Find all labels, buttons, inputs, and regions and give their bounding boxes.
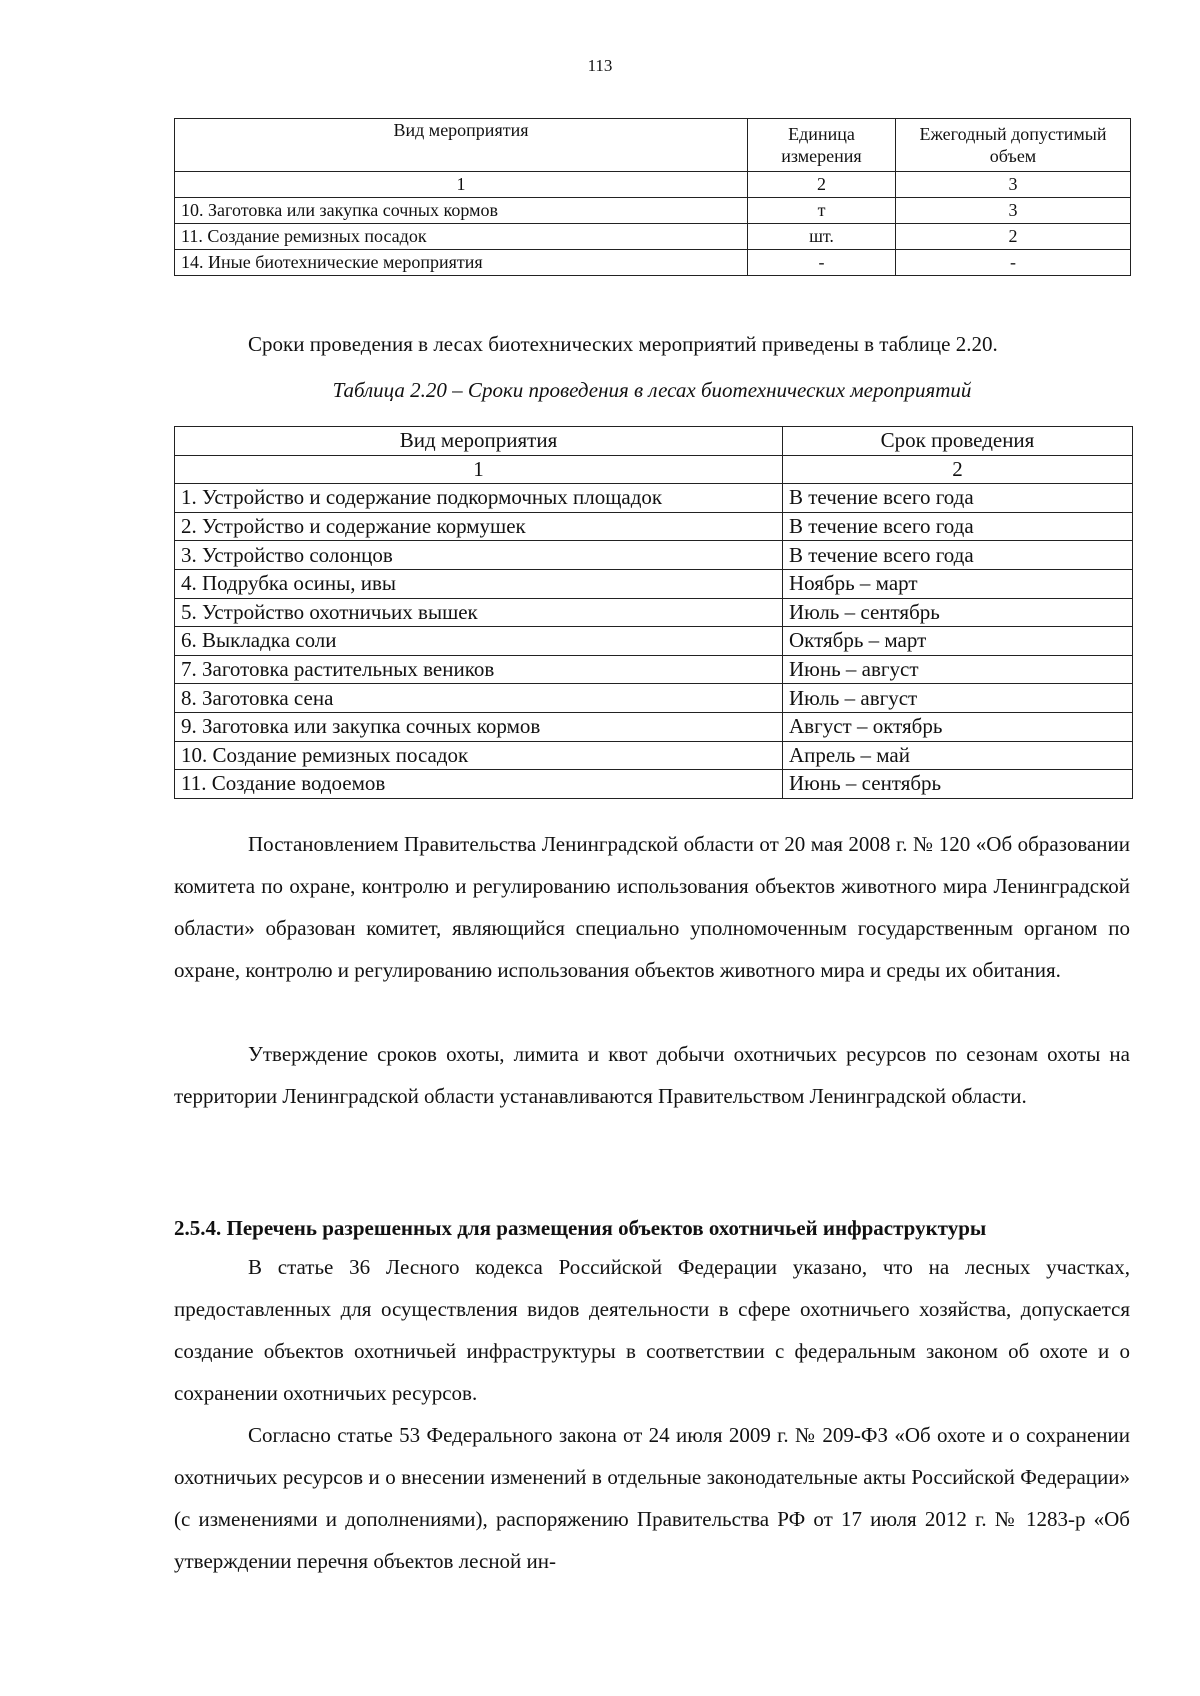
period-cell: В течение всего года (783, 512, 1133, 541)
period-cell: Июль – сентябрь (783, 598, 1133, 627)
activity-cell: 2. Устройство и содержание кормушек (175, 512, 783, 541)
activity-schedule-table (174, 426, 1133, 799)
period-cell: Июль – август (783, 684, 1133, 713)
table-cell: 1 (175, 455, 783, 484)
table-index-row (175, 455, 1133, 484)
table-cell: - (896, 250, 1131, 276)
activity-cell: 9. Заготовка или закупка сочных кормов (175, 712, 783, 741)
table-cell: 14. Иные биотехнические мероприятия (175, 250, 748, 276)
table-cell: 3 (896, 198, 1131, 224)
period-cell: В течение всего года (783, 541, 1133, 570)
activity-cell: 11. Создание водоемов (175, 770, 783, 799)
header-unit: Единица измерения (748, 119, 896, 172)
activity-cell: 3. Устройство солонцов (175, 541, 783, 570)
header-activity: Вид мероприятия (175, 427, 783, 456)
activity-cell: 1. Устройство и содержание подкормочных площадок (175, 484, 783, 513)
paragraph-committee: Постановлением Правительства Ленинградской области от 20 мая 2008 г. № 120 «Об образовании комитета по охране, контролю и регулированию использования объектов животного мира Ленинградской области» образован комитет, являющийся специально уполномоченным государственным органом по охране, контролю и регулированию использования объектов животного мира и среды их обитания. (174, 832, 1130, 982)
period-cell: Июнь – август (783, 655, 1133, 684)
table-row (175, 541, 1133, 570)
period-cell: Июнь – сентябрь (783, 770, 1133, 799)
activity-cell: 6. Выкладка соли (175, 627, 783, 656)
table-row (175, 655, 1133, 684)
table-header-row (175, 427, 1133, 456)
header-volume: Ежегодный допустимый объем (896, 119, 1131, 172)
table-row (175, 684, 1133, 713)
table-caption: Таблица 2.20 – Сроки проведения в лесах биотехнических мероприятий (332, 378, 972, 402)
intro-paragraph: Сроки проведения в лесах биотехнических мероприятий приведены в таблице 2.20. (248, 332, 998, 356)
table-cell: - (748, 250, 896, 276)
table-row (175, 741, 1133, 770)
activity-volume-table (174, 118, 1131, 276)
header-period: Срок проведения (783, 427, 1133, 456)
page-number: 113 (587, 56, 613, 75)
activity-cell: 4. Подрубка осины, ивы (175, 569, 783, 598)
paragraph-hunting-terms: Утверждение сроков охоты, лимита и квот добычи охотничьих ресурсов по сезонам охоты на территории Ленинградской области устанавливаются Правительством Ленинградской области. (174, 1042, 1130, 1108)
table-cell: 3 (896, 172, 1131, 198)
paragraph-forest-code: В статье 36 Лесного кодекса Российской Федерации указано, что на лесных участках, предоставленных для осуществления видов деятельности в сфере охотничьего хозяйства, допускается создание объектов охотничьей инфраструктуры в соответствии с федеральным законом об охоте и о сохранении охотничьих ресурсов. (174, 1255, 1130, 1405)
table-cell: 1 (175, 172, 748, 198)
table-cell: 2 (896, 224, 1131, 250)
table-cell: 2 (748, 172, 896, 198)
table-row (175, 250, 1131, 276)
table-cell: т (748, 198, 896, 224)
header-activity: Вид мероприятия (175, 119, 748, 172)
table-row (175, 569, 1133, 598)
table-cell: 11. Создание ремизных посадок (175, 224, 748, 250)
table-row (175, 198, 1131, 224)
table-index-row (175, 172, 1131, 198)
table-cell: шт. (748, 224, 896, 250)
table-row (175, 598, 1133, 627)
activity-cell: 7. Заготовка растительных веников (175, 655, 783, 684)
period-cell: Апрель – май (783, 741, 1133, 770)
activity-cell: 8. Заготовка сена (175, 684, 783, 713)
activity-cell: 10. Создание ремизных посадок (175, 741, 783, 770)
table-row (175, 512, 1133, 541)
table-cell: 2 (783, 455, 1133, 484)
table-row (175, 712, 1133, 741)
table-header-row (175, 119, 1131, 172)
period-cell: Ноябрь – март (783, 569, 1133, 598)
table-cell: 10. Заготовка или закупка сочных кормов (175, 198, 748, 224)
section-heading: 2.5.4. Перечень разрешенных для размещения объектов охотничьей инфраструктуры (174, 1216, 987, 1240)
table-row (175, 627, 1133, 656)
period-cell: Октябрь – март (783, 627, 1133, 656)
paragraph-federal-law: Согласно статье 53 Федерального закона от 24 июля 2009 г. № 209-ФЗ «Об охоте и о сохранении охотничьих ресурсов и о внесении изменений в отдельные законодательные акты Российской Федерации» (с изменениями и дополнениями), распоряжению Правительства РФ от 17 июля 2012 г. № 1283-р «Об утверждении перечня объектов лесной ин- (174, 1423, 1130, 1573)
period-cell: Август – октябрь (783, 712, 1133, 741)
activity-cell: 5. Устройство охотничьих вышек (175, 598, 783, 627)
table-row (175, 224, 1131, 250)
table-row (175, 484, 1133, 513)
period-cell: В течение всего года (783, 484, 1133, 513)
table-row (175, 770, 1133, 799)
